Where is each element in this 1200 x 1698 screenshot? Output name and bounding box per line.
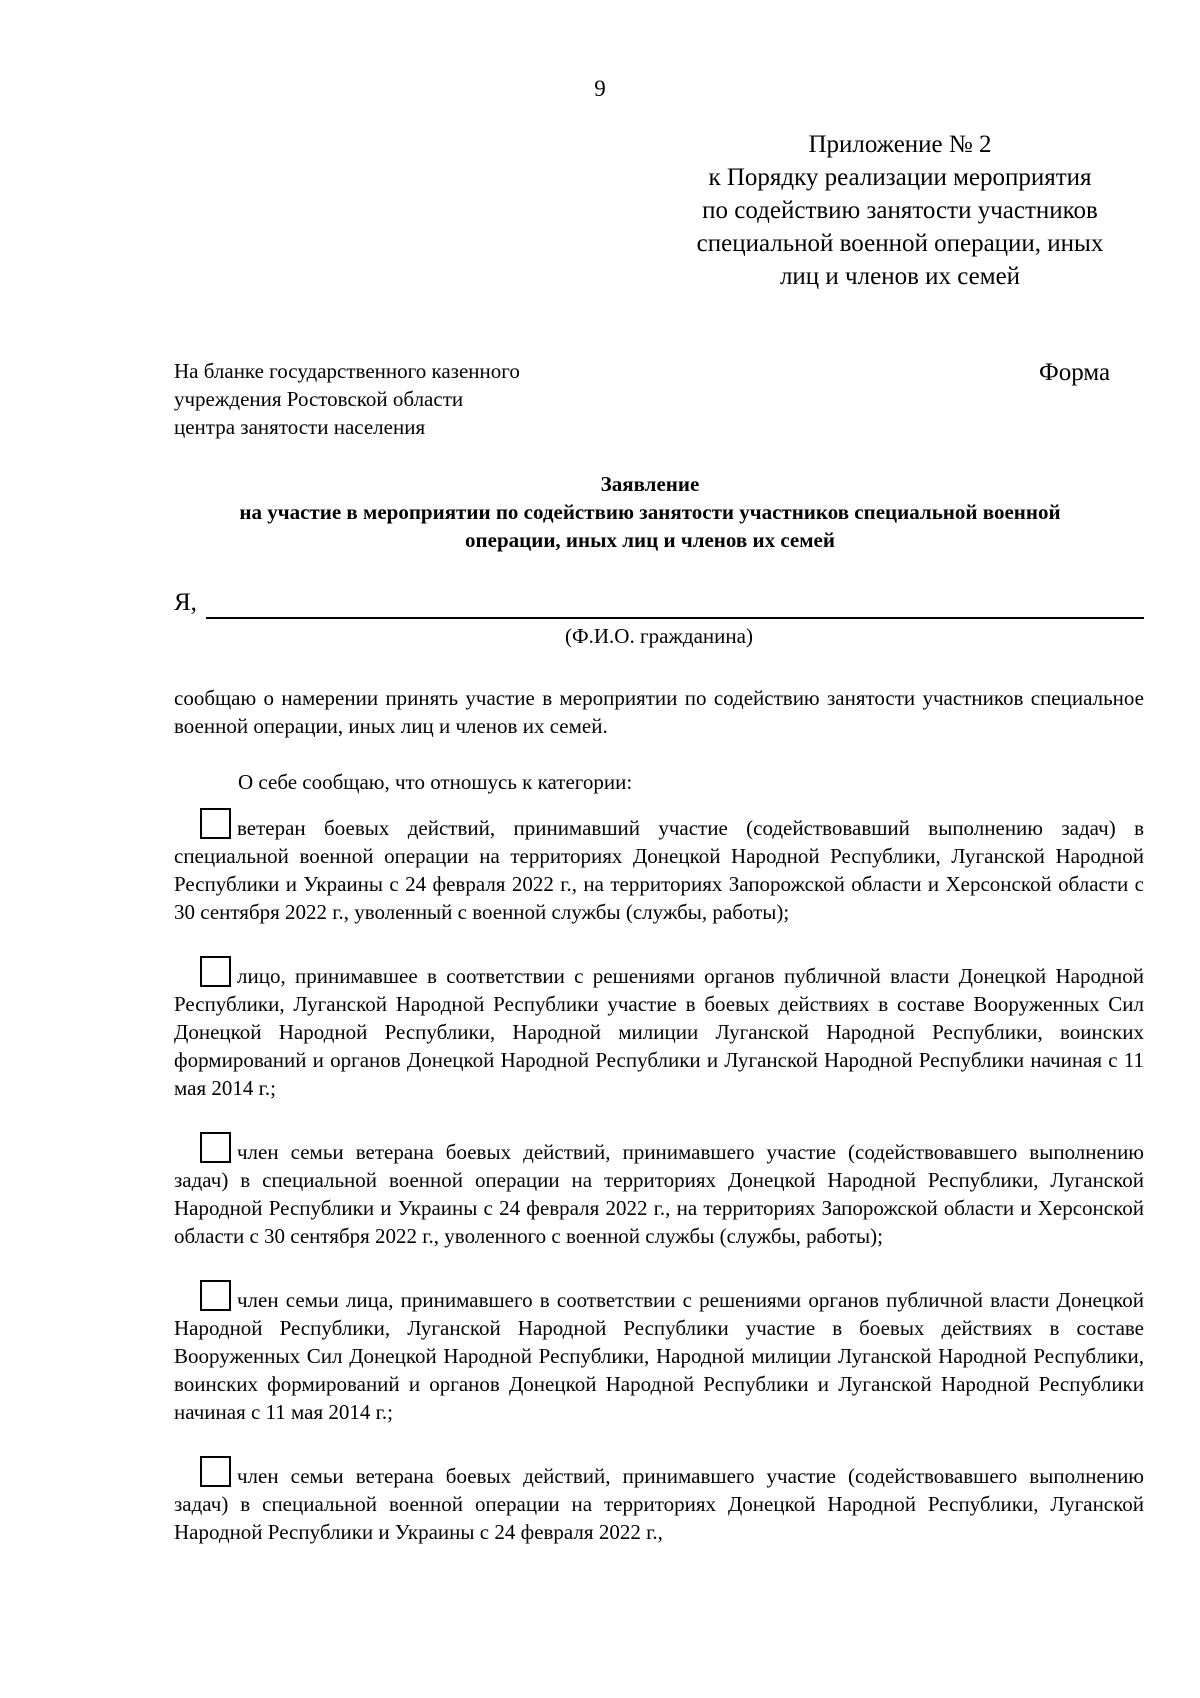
intro-paragraph: сообщаю о намерении принять участие в мероприятии по содействию занятости участников специальное военной операции, иных лиц и членов их семей.: [174, 686, 1144, 738]
category-text: ветеран боевых действий, принимавший участие (содействовавший выполнению задач) в специальной военной операции на территориях Донецкой Народной Республики, Луганской Народной Республики и Украины с 24 февраля 2022 г., на территориях Запорожской области и Херсонской области с 30 сентября 2022 г., уволенный с военной службы (службы, работы);: [174, 816, 1144, 924]
statement-title: [150, 470, 1150, 554]
category-option: [174, 1456, 1144, 1546]
appendix-line: специальной военной операции, иных: [696, 230, 1104, 257]
category-option: [174, 808, 1144, 926]
applicant-name-field[interactable]: [206, 617, 1144, 619]
category-checkbox[interactable]: [200, 1132, 231, 1163]
category-list: [174, 808, 1144, 1576]
category-text: член семьи лица, принимавшего в соответствии с решениями органов публичной власти Донецкой Народной Республики, Луганской Народной Республики участие в боевых действиях в составе Вооруженных Сил Донецкой Народной Республики, Народной милиции Луганской Народной Республики, воинских формирований и органов Донецкой Народной Республики и Луганской Народной Республики начиная с 11 мая 2014 г.;: [174, 1288, 1144, 1424]
category-intro: О себе сообщаю, что отношусь к категории:: [238, 770, 633, 794]
appendix-line: к Порядку реализации мероприятия: [708, 164, 1092, 191]
statement-title-line: операции, иных лиц и членов их семей: [465, 528, 835, 552]
page-number: 9: [594, 76, 606, 101]
issuer-line: На бланке государственного казенного: [174, 359, 520, 383]
category-checkbox[interactable]: [200, 808, 231, 839]
statement-title-line: на участие в мероприятии по содействию занятости участников специальной военной: [239, 500, 1061, 524]
form-label: Форма: [1039, 359, 1111, 386]
applicant-prefix: Я,: [174, 589, 197, 616]
category-text: член семьи ветерана боевых действий, принимавшего участие (содействовавшего выполнению задач) в специальной военной операции на территориях Донецкой Народной Республики, Луганской Народной Республики и Украины с 24 февраля 2022 г.,: [174, 1464, 1144, 1544]
issuer-note: [174, 357, 634, 441]
category-option: [174, 956, 1144, 1102]
applicant-name-caption: (Ф.И.О. гражданина): [565, 624, 753, 648]
applicant-row: [174, 589, 1144, 621]
appendix-header: [650, 128, 1150, 293]
category-text: лицо, принимавшее в соответствии с решениями органов публичной власти Донецкой Народной Республики, Луганской Народной Республики участие в боевых действиях в составе Вооруженных Сил Донецкой Народной Республики, Народной милиции Луганской Народной Республики, воинских формирований и органов Донецкой Народной Республики и Луганской Народной Республики начиная с 11 мая 2014 г.;: [174, 964, 1144, 1100]
category-checkbox[interactable]: [200, 956, 231, 987]
issuer-line: центра занятости населения: [174, 415, 426, 439]
issuer-line: учреждения Ростовской области: [174, 387, 464, 411]
category-checkbox[interactable]: [200, 1280, 231, 1311]
statement-title-line: Заявление: [600, 472, 700, 496]
appendix-line: по содействию занятости участников: [702, 197, 1098, 224]
appendix-line: Приложение № 2: [808, 131, 992, 158]
category-option: [174, 1280, 1144, 1426]
category-checkbox[interactable]: [200, 1456, 231, 1487]
category-option: [174, 1132, 1144, 1250]
category-text: член семьи ветерана боевых действий, принимавшего участие (содействовавшего выполнению задач) в специальной военной операции на территориях Донецкой Народной Республики, Луганской Народной Республики и Украины с 24 февраля 2022 г., на территориях Запорожской области и Херсонской области с 30 сентября 2022 г., уволенного с военной службы (службы, работы);: [174, 1140, 1144, 1248]
appendix-line: лиц и членов их семей: [779, 263, 1021, 290]
